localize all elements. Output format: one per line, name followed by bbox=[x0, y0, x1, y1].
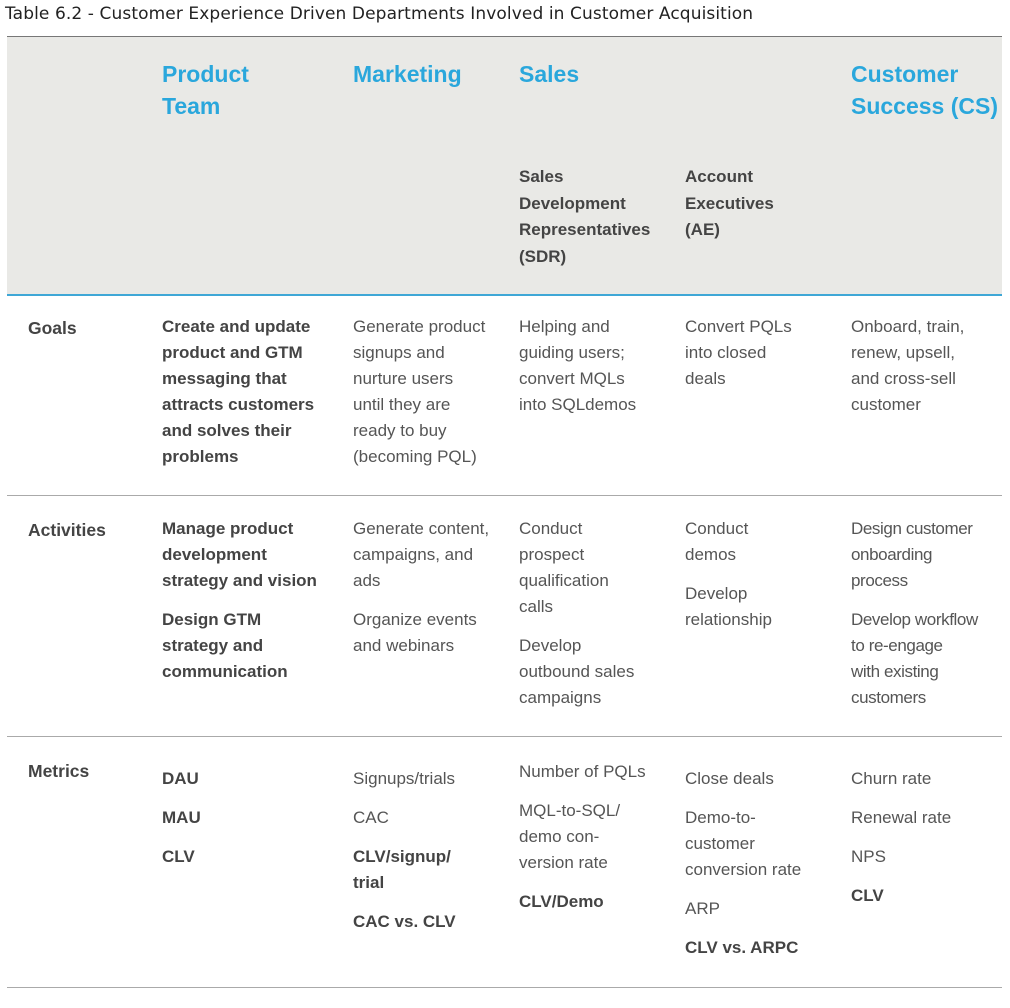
goals-product: Create and update product and GTM messaging that attracts customers and solves their problems bbox=[162, 317, 315, 466]
metrics-cs: Churn rate Renewal rate NPS CLV bbox=[851, 769, 952, 905]
row-divider bbox=[7, 987, 1002, 988]
row-label-activities: Activities bbox=[28, 520, 106, 540]
subrole-sdr: Sales Development Representatives (SDR) bbox=[519, 167, 651, 266]
row-label-goals: Goals bbox=[28, 318, 77, 338]
activities-cs: Design customer onboarding process Develop workflow to re-engage with existing customers bbox=[851, 519, 978, 707]
goals-cs: Onboard, train, renew, upsell, and cross-sell customer bbox=[851, 317, 965, 414]
row-label-metrics: Metrics bbox=[28, 761, 90, 781]
goals-sdr: Helping and guiding users; convert MQLs into SQLdemos bbox=[519, 317, 637, 414]
metrics-sdr: Number of PQLs MQL-to-SQL/ demo con- version rate CLV/Demo bbox=[519, 762, 646, 911]
dept-customer-success: Customer Success (CS) bbox=[851, 61, 999, 119]
dept-sales: Sales bbox=[519, 61, 580, 87]
row-divider bbox=[7, 736, 1002, 737]
activities-product: Manage product development strategy and vision Design GTM strategy and communication bbox=[162, 519, 317, 681]
metrics-ae: Close deals Demo-to- customer conversion rate ARP CLV vs. ARPC bbox=[685, 769, 802, 957]
activities-ae: Conduct demos Develop relationship bbox=[685, 519, 772, 629]
header-band-subroles bbox=[7, 145, 1002, 296]
metrics-marketing: Signups/trials CAC CLV/signup/ trial CAC vs. CLV bbox=[353, 769, 456, 931]
goals-ae: Convert PQLs into closed deals bbox=[685, 317, 792, 388]
dept-marketing: Marketing bbox=[353, 61, 462, 87]
activities-sdr: Conduct prospect qualification calls Develop outbound sales campaigns bbox=[519, 519, 635, 707]
row-divider bbox=[7, 495, 1002, 496]
activities-marketing: Generate content, campaigns, and ads Organize events and webinars bbox=[353, 519, 490, 655]
goals-marketing: Generate product signups and nurture users until they are ready to buy (becoming PQL) bbox=[353, 317, 486, 466]
subrole-ae: Account Executives (AE) bbox=[685, 167, 774, 239]
dept-product-team: Product Team bbox=[162, 61, 249, 119]
table-caption: Table 6.2 - Customer Experience Driven Departments Involved in Customer Acquisition bbox=[5, 4, 754, 24]
metrics-product: DAU MAU CLV bbox=[162, 769, 201, 866]
